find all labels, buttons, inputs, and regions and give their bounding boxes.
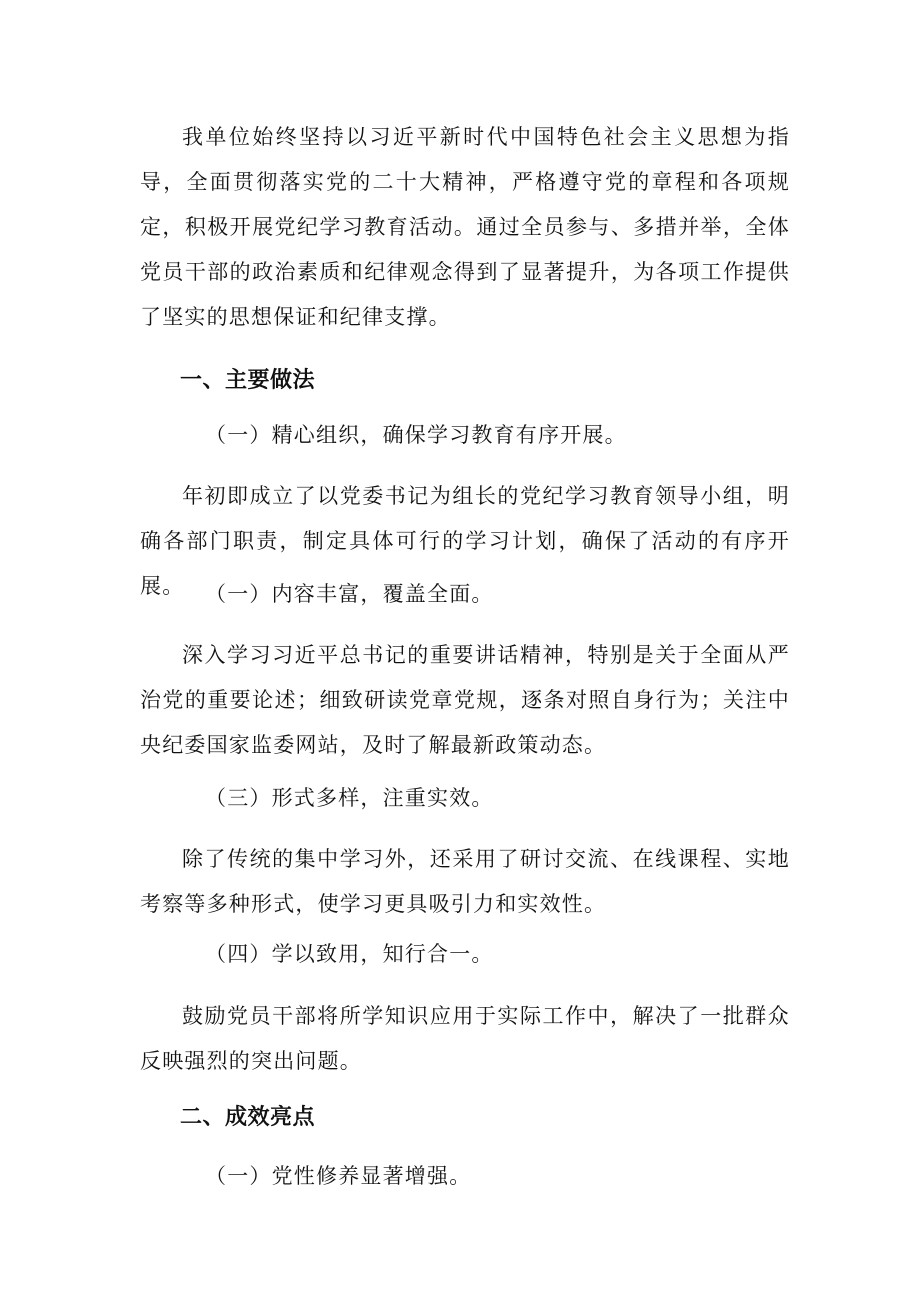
intro-paragraph: 我单位始终坚持以习近平新时代中国特色社会主义思想为指导，全面贯彻落实党的二十大精神，严格遵守党的章程和各项规定，积极开展党纪学习教育活动。通过全员参与、多措并举，全体党员干部的政治素质和纪律观念得到了显著提升，为各项工作提供了坚实的思想保证和纪律支撑。 [140,125,790,329]
section-heading-results: 二、成效亮点 [180,1105,316,1130]
section-heading-main-practices: 一、主要做法 [180,368,316,393]
paragraph-forms: 除了传统的集中学习外，还采用了研讨交流、在线课程、实地考察等多种形式，使学习更具吸引力和实效性。 [140,847,790,916]
paragraph-organization: 年初即成立了以党委书记为组长的党纪学习教育领导小组，明确各部门职责，制定具体可行的学习计划，确保了活动的有序开展。 [140,484,790,598]
paragraph-application: 鼓励党员干部将所学知识应用于实际工作中，解决了一批群众反映强烈的突出问题。 [140,1004,790,1073]
subheading-content: （一）内容丰富，覆盖全面。 [205,582,494,606]
paragraph-content: 深入学习习近平总书记的重要讲话精神，特别是关于全面从严治党的重要论述；细致研读党章党规，逐条对照自身行为；关注中央纪委国家监委网站，及时了解最新政策动态。 [140,643,790,757]
subheading-forms: （三）形式多样，注重实效。 [205,786,494,810]
subheading-application: （四）学以致用，知行合一。 [205,942,494,966]
subheading-organization: （一）精心组织，确保学习教育有序开展。 [205,423,627,447]
subheading-party-spirit: （一）党性修养显著增强。 [205,1164,472,1188]
